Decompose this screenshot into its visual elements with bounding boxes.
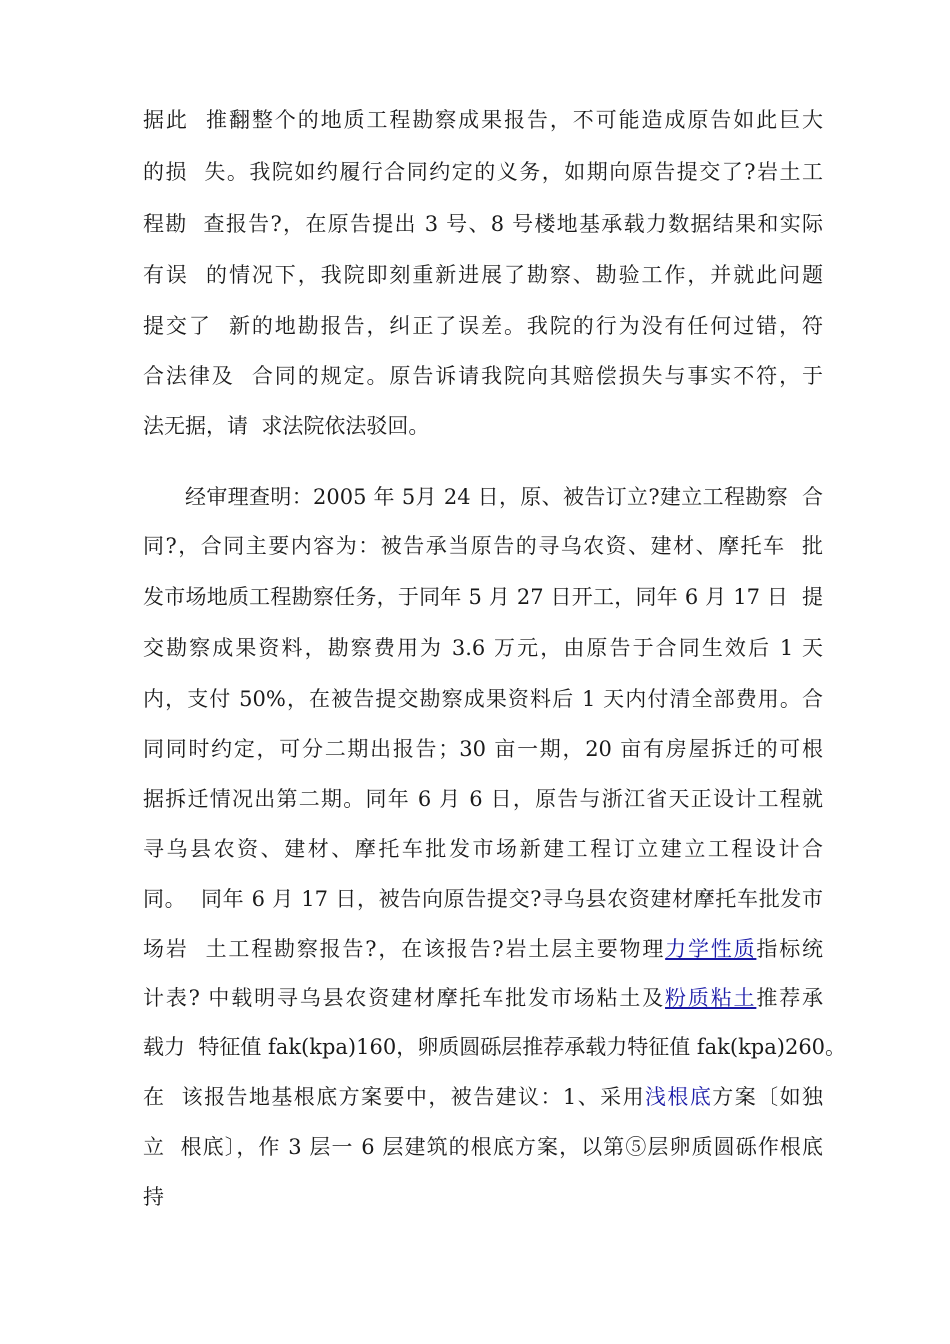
text-line: 交勘察成果资料，勘察费用为 3.6 万元，由原告于合同生效后 1 天	[143, 636, 823, 660]
text-line: 同同时约定，可分二期出报告；30 亩一期，20 亩有房屋拆迁的可根	[143, 737, 823, 761]
text-line: 同。 同年 6 月 17 日，被告向原告提交?寻乌县农资建材摩托车批发市	[143, 887, 823, 911]
link-mechanical-properties[interactable]: 力学性质	[665, 937, 757, 961]
text-line: 发市场地质工程勘察任务，于同年 5 月 27 日开工，同年 6 月 17 日 提	[143, 585, 823, 609]
text-line: 载力 特征值 fak(kpa)160，卵质圆砾层推荐承载力特征值 fak(kpa)260。	[143, 1035, 847, 1059]
text-line: 持	[143, 1185, 164, 1209]
text-line: 合法律及 合同的规定。原告诉请我院向其赔偿损失与事实不符，于	[143, 364, 823, 388]
text-line: 据此 推翻整个的地质工程勘察成果报告，不可能造成原告如此巨大	[143, 108, 823, 132]
text-line: 计表? 中载明寻乌县农资建材摩托车批发市场粘土及粉质粘土推荐承	[143, 986, 824, 1010]
text-line: 有误 的情况下，我院即刻重新进展了勘察、勘验工作，并就此问题	[143, 263, 823, 287]
link-silty-clay[interactable]: 粉质粘土	[665, 986, 757, 1010]
text-line: 寻乌县农资、建材、摩托车批发市场新建工程订立建立工程设计合	[143, 837, 823, 861]
text-line: 提交了 新的地勘报告，纠正了误差。我院的行为没有任何过错，符	[143, 314, 823, 338]
text-line: 据拆迁情况出第二期。同年 6 月 6 日，原告与浙江省天正设计工程就	[143, 787, 823, 811]
text-line: 立 根底〕，作 3 层一 6 层建筑的根底方案，以第⑤层卵质圆砾作根底	[143, 1135, 823, 1159]
text-line: 经审理查明：2005 年 5月 24 日，原、被告订立?建立工程勘察 合	[185, 485, 823, 509]
text-line: 内，支付 50%，在被告提交勘察成果资料后 1 天内付清全部费用。合	[143, 687, 823, 711]
text-line: 的损 失。我院如约履行合同约定的义务，如期向原告提交了?岩土工	[143, 160, 823, 184]
text-line: 法无据，请 求法院依法驳回。	[143, 414, 430, 438]
text-line: 同?，合同主要内容为：被告承当原告的寻乌农资、建材、摩托车 批	[143, 534, 823, 558]
link-shallow-foundation[interactable]: 浅根底	[645, 1085, 713, 1109]
text-line: 场岩 土工程勘察报告?，在该报告?岩土层主要物理力学性质指标统	[143, 937, 824, 961]
text-line: 在 该报告地基根底方案要中，被告建议：1、采用浅根底方案〔如独	[143, 1085, 824, 1109]
text-line: 程勘 查报告?，在原告提出 3 号、8 号楼地基承载力数据结果和实际	[143, 212, 823, 236]
